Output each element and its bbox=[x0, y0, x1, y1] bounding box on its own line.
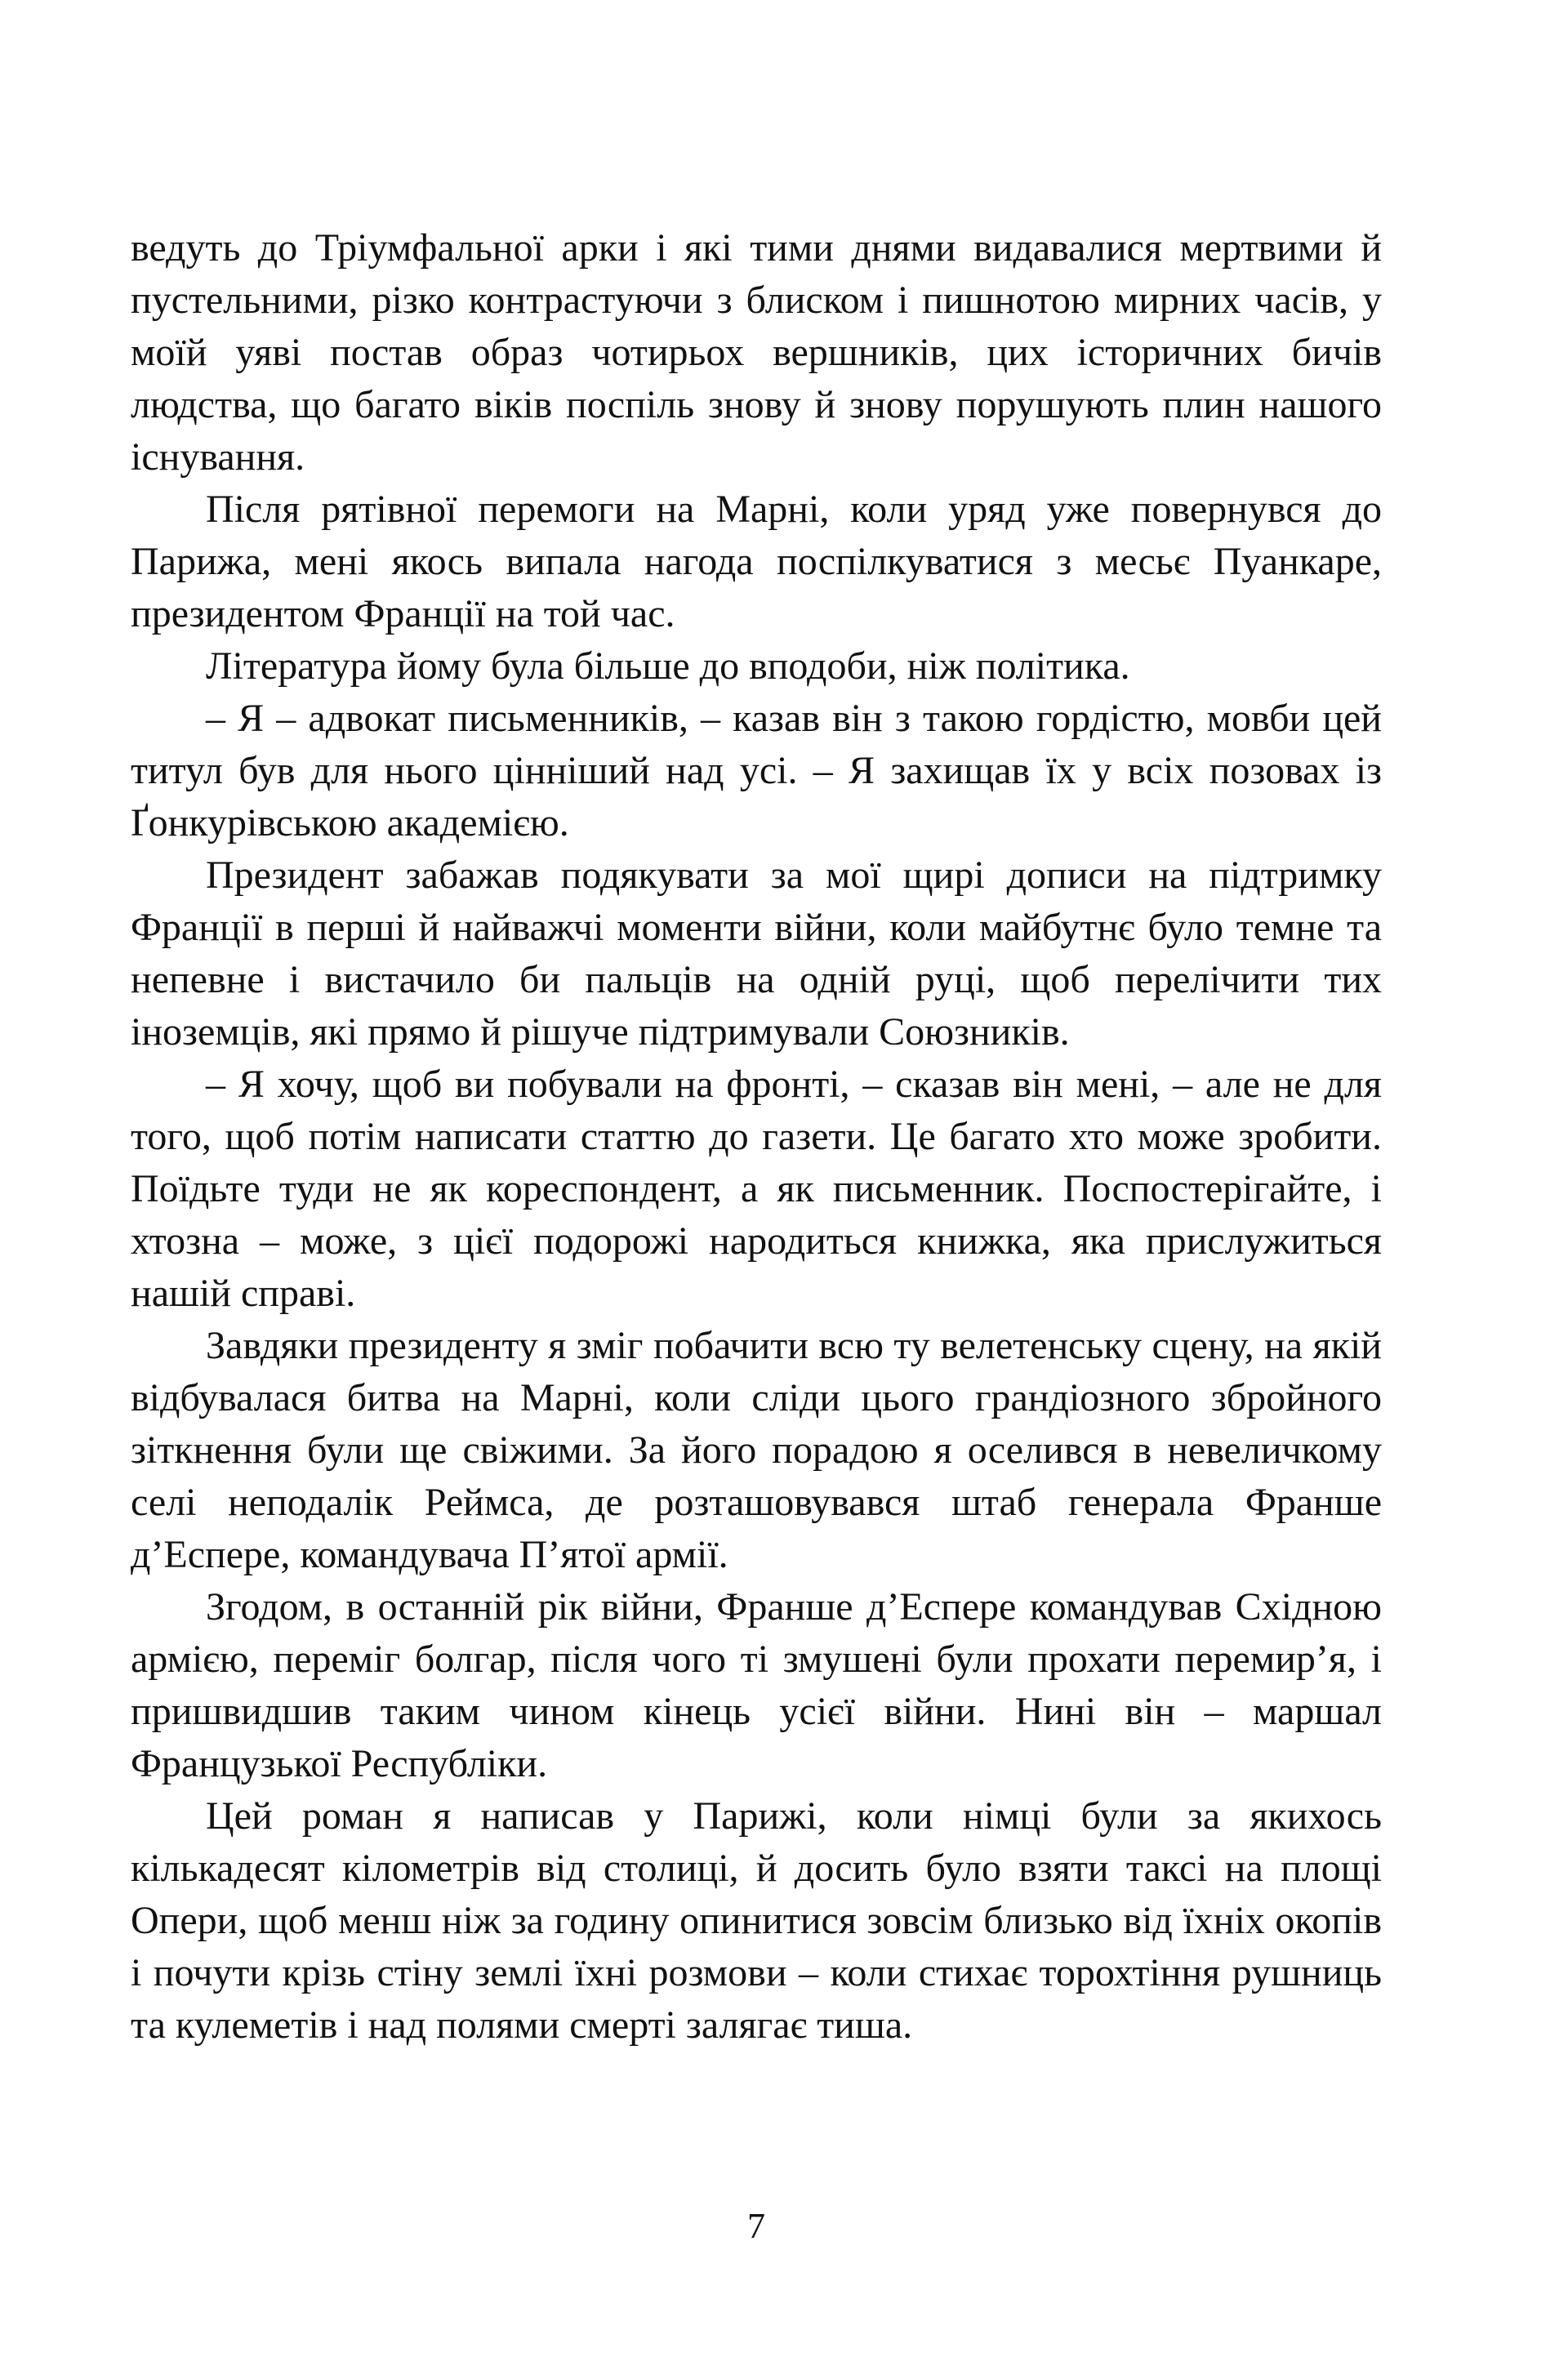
paragraph: Література йому була більше до вподоби, ніж політика. bbox=[206, 644, 1130, 688]
paragraph: Після рятівної перемоги на Марні, коли уряд уже повернувся до Парижа, мені якось випала нагода поспілкуватися з месьє Пуанкаре, президентом Франції на той час. bbox=[131, 488, 1382, 635]
paragraph: – Я – адвокат письменників, – казав він з такою гордістю, мовби цей титул був для нього цінніший над усі. – Я захищав їх у всіх позовах із Ґонкурівською академією. bbox=[131, 697, 1382, 844]
paragraph: Згодом, в останній рік війни, Франше д’Еспере командував Східною армією, переміг болгар, після чого ті змушені були прохати перемир’я, і пришвидшив таким чином кінець усієї війни. Нині він – маршал Французької Республіки. bbox=[131, 1585, 1382, 1785]
page-text bbox=[131, 222, 1382, 2052]
paragraph: Президент забажав подякувати за мої щирі дописи на підтримку Франції в перші й найважчі моменти війни, коли майбутнє було темне та непевне і вистачило би пальців на одній руці, щоб перелічити тих іноземців, які прямо й рішуче підтримували Союзників. bbox=[131, 853, 1382, 1054]
paragraph: Цей роман я написав у Парижі, коли німці були за якихось кількадесят кілометрів від столиці, й досить було взяти таксі на площі Опери, щоб менш ніж за годину опинитися зовсім близько від їхніх окопів і почути крізь стіну землі їхні розмови – коли стихає торохтіння рушниць та кулеметів і над полями смерті залягає тиша. bbox=[131, 1794, 1382, 2047]
paragraph: Завдяки президенту я зміг побачити всю ту велетенську сцену, на якій відбувалася битва на Марні, коли сліди цього грандіозного збройного зіткнення були ще свіжими. За його порадою я оселився в невеличкому селі неподалік Реймса, де розташовувався штаб генерала Франше д’Еспере, командувача П’ятої армії. bbox=[131, 1324, 1382, 1576]
paragraph: – Я хочу, щоб ви побували на фронті, – сказав він мені, – але не для того, щоб потім написати статтю до газети. Це багато хто може зробити. Поїдьте туди не як кореспондент, а як письменник. Поспостерігайте, і хтозна – може, з цієї подорожі народиться книжка, яка прислужиться нашій справі. bbox=[131, 1063, 1382, 1315]
page-number: 7 bbox=[747, 2206, 765, 2246]
paragraph: ведуть до Тріумфальної арки і які тими днями видавалися мертвими й пустельними, різко контрастуючи з блиском і пишнотою мирних часів, у моїй уяві постав образ чотирьох вершників, цих історичних бичів людства, що багато віків поспіль знову й знову порушують плин нашого існування. bbox=[131, 226, 1382, 479]
